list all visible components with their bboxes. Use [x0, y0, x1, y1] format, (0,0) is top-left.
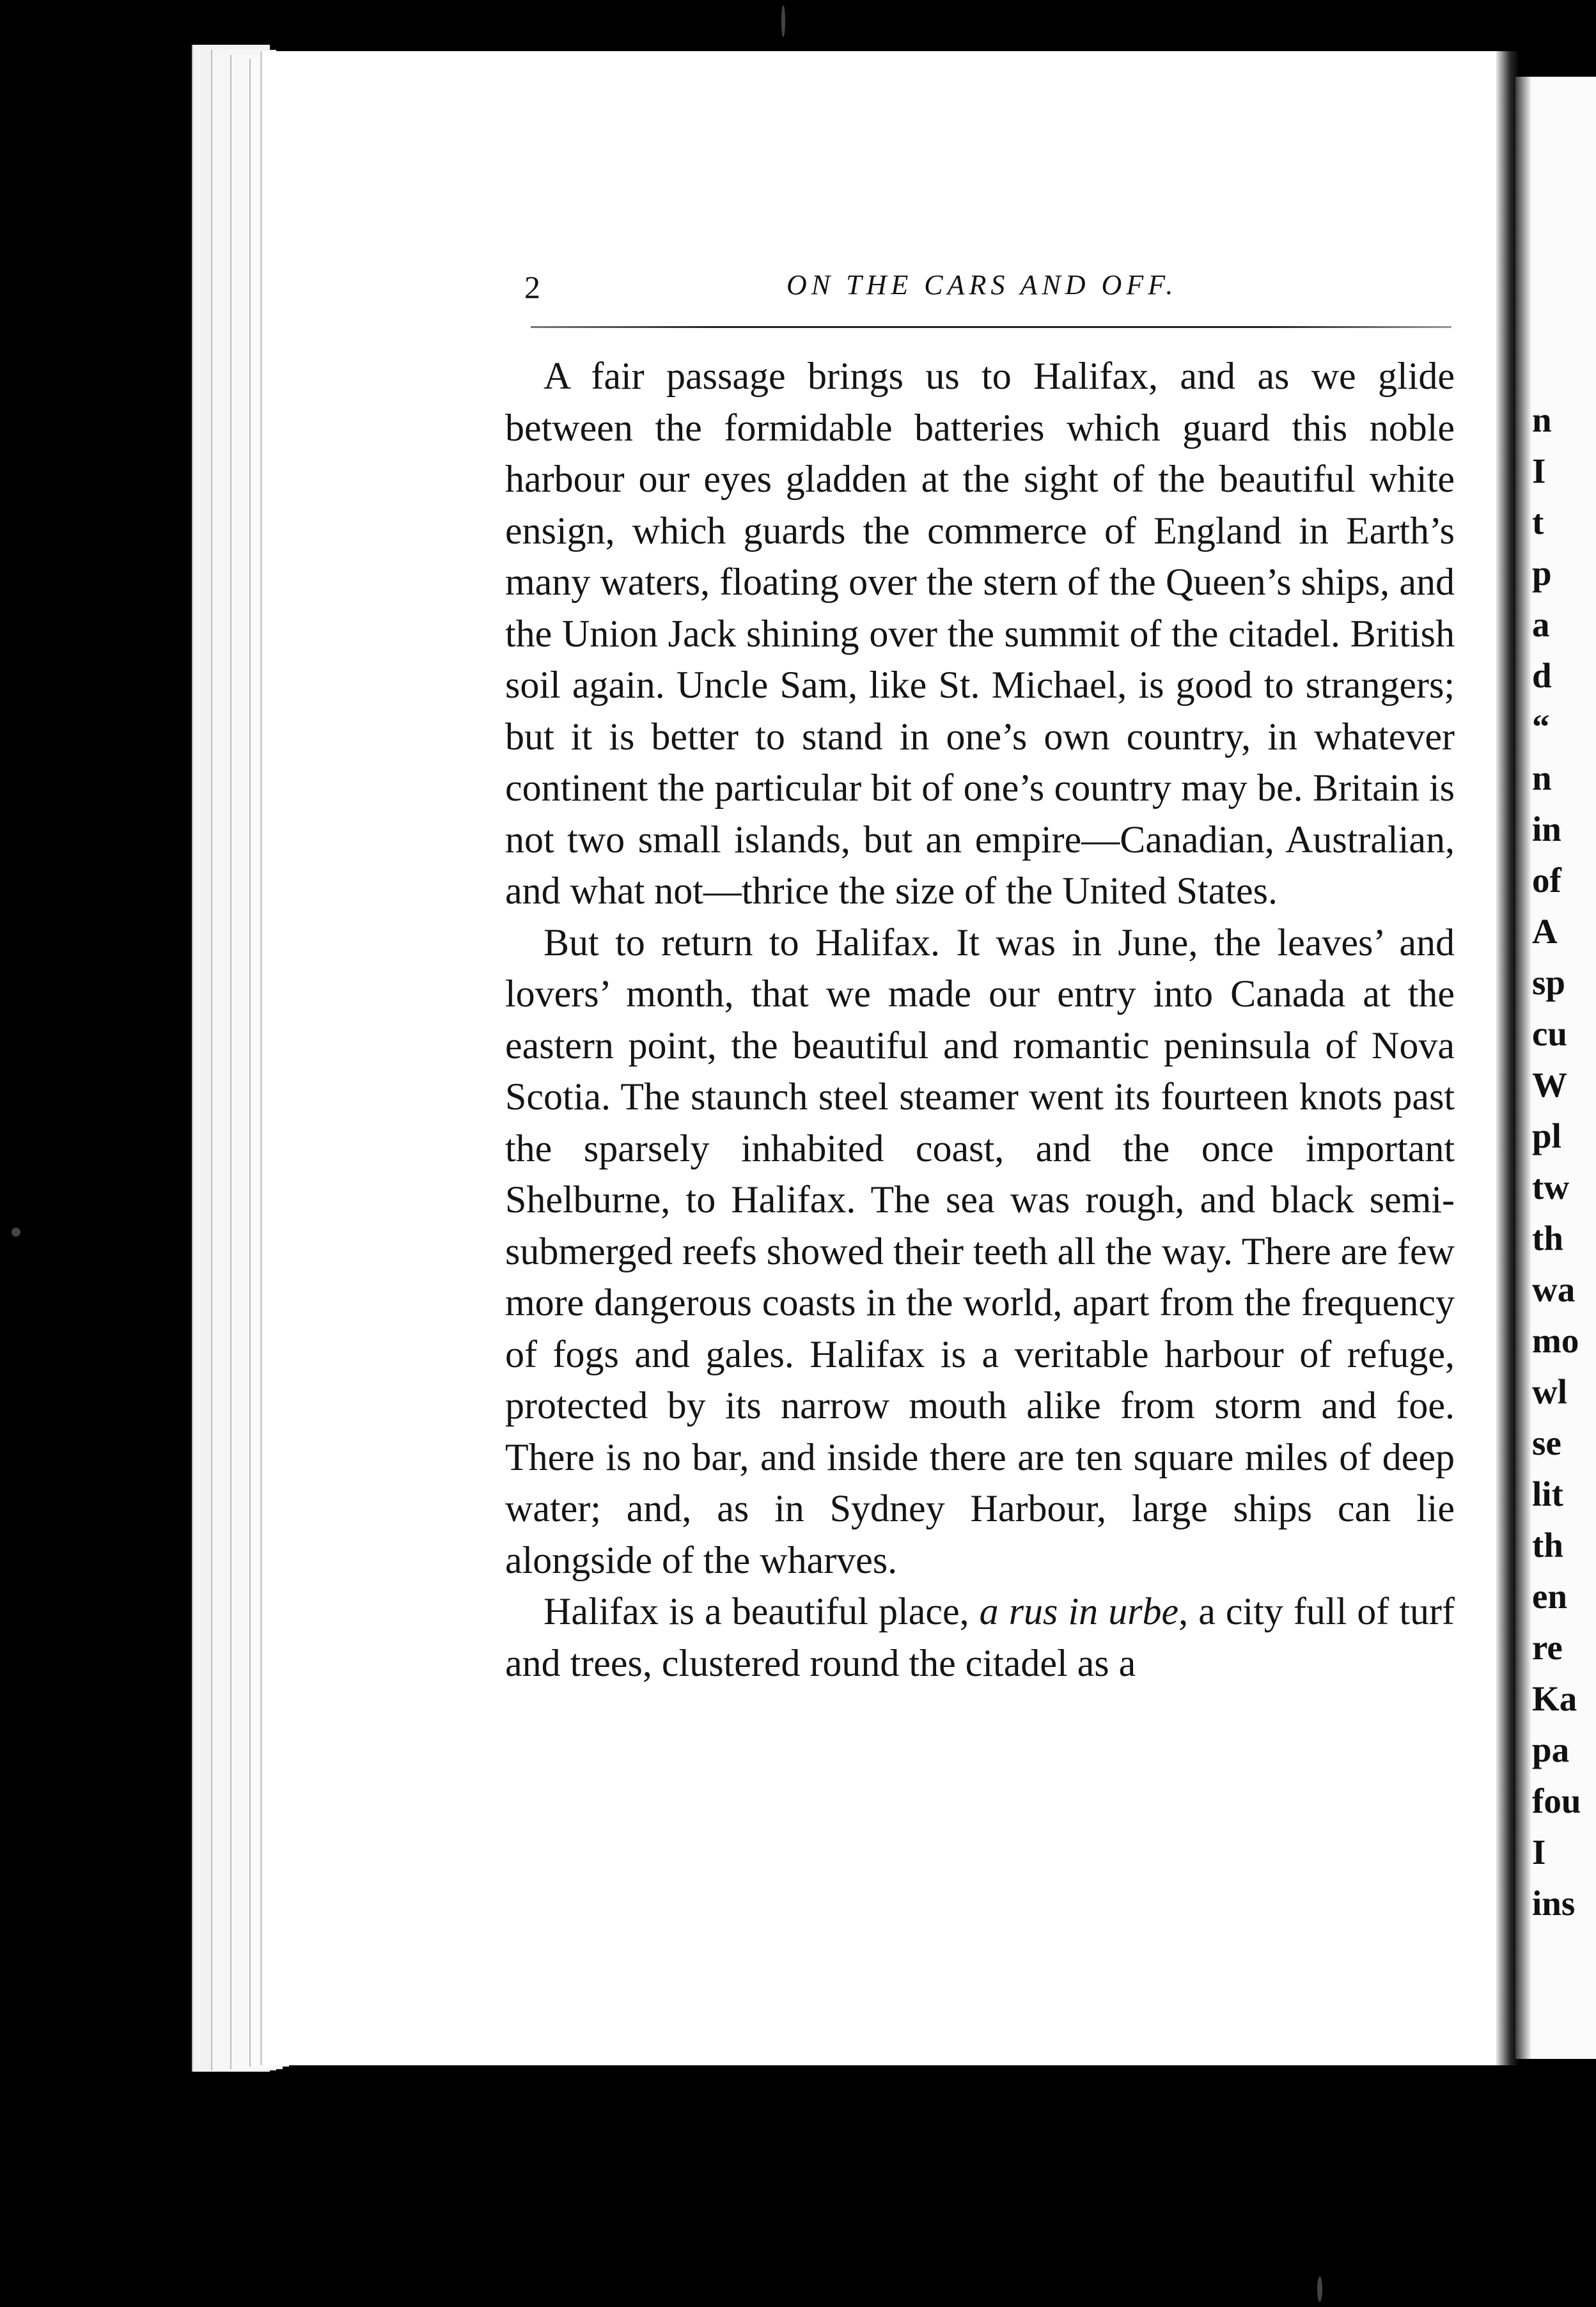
facing-page-fragment: d — [1532, 656, 1552, 695]
facing-page-fragment: a — [1532, 605, 1550, 644]
facing-page-shadow — [1515, 77, 1531, 2059]
facing-page — [1515, 77, 1596, 2059]
facing-page-fragment: lit — [1532, 1474, 1563, 1513]
scan-speck — [1317, 2276, 1322, 2302]
facing-page-fragment: cu — [1532, 1014, 1567, 1053]
facing-page-fragment: A — [1532, 912, 1558, 951]
latin-phrase: a rus in urbe — [979, 1590, 1179, 1632]
running-head — [524, 269, 1451, 313]
paragraph-text: Halifax is a beautiful place, — [544, 1590, 980, 1632]
body-text — [505, 350, 1455, 1689]
facing-page-fragment: re — [1532, 1628, 1563, 1667]
facing-page-fragment: t — [1532, 503, 1544, 542]
facing-page-fragment: n — [1532, 758, 1552, 797]
facing-page-fragment: “ — [1532, 707, 1550, 746]
facing-page-fragment: pa — [1532, 1730, 1570, 1769]
facing-page-fragment: I — [1532, 451, 1546, 490]
facing-page-fragment: sp — [1532, 963, 1565, 1002]
facing-page-fragment: en — [1532, 1577, 1567, 1616]
facing-page-fragment: se — [1532, 1423, 1561, 1462]
scan-speck — [781, 5, 785, 37]
facing-page-fragment: W — [1532, 1065, 1567, 1104]
facing-page-fragment: in — [1532, 809, 1561, 849]
facing-page-fragment: ins — [1532, 1884, 1576, 1923]
facing-page-fragment: I — [1532, 1833, 1546, 1872]
facing-page-fragment: pl — [1532, 1116, 1561, 1155]
paragraph: But to return to Halifax. It was in June, the leaves’ and lovers’ month, that we made our entry into Canada at the eastern point, the beautiful and romantic peninsula of Nova Scotia. The staunch steel steamer went its fourteen knots past the sparsely inhabited coast, and the once important Shelburne, to Halifax. The sea was rough, and black semi-submerged reefs showed their teeth all the way. There are few more dangerous coasts in the world, apart from the frequency of fogs and gales. Halifax is a veritable harbour of refuge, protected by its narrow mouth alike from storm and foe. There is no bar, and inside there are ten square miles of deep water; and, as in Sydney Harbour, large ships can lie alongside of the wharves. — [505, 921, 1455, 1581]
facing-page-fragment: th — [1532, 1219, 1563, 1258]
facing-page-fragment: mo — [1532, 1321, 1579, 1360]
header-rule — [531, 326, 1451, 328]
running-title: ON THE CARS AND OFF. — [786, 269, 1178, 301]
paragraph — [505, 1586, 1455, 1689]
facing-page-fragment: fou — [1532, 1781, 1581, 1820]
facing-page-fragment: n — [1532, 400, 1552, 439]
facing-page-fragment: wa — [1532, 1270, 1576, 1309]
facing-page-fragment: wl — [1532, 1372, 1567, 1411]
facing-page-fragment: of — [1532, 861, 1561, 900]
page-number: 2 — [524, 269, 540, 305]
facing-page-fragment: th — [1532, 1526, 1563, 1565]
facing-page-fragment: tw — [1532, 1168, 1570, 1207]
facing-page-fragment: Ka — [1532, 1679, 1577, 1718]
scan-speck — [12, 1228, 20, 1237]
paragraph-text: , a city full of turf and trees, clustered round the citadel as a — [505, 1590, 1455, 1684]
paragraph: A fair passage brings us to Halifax, and as we glide between the formidable batteries which guard this noble harbour our eyes gladden at the sight of the beautiful white ensign, which guards the commerce of England in Earth’s many waters, floating over the stern of the Queen’s ships, and the Union Jack shining over the summit of the citadel. British soil again. Uncle Sam, like St. Michael, is good to strangers; but it is better to stand in one’s own country, in whatever continent the particular bit of one’s country may be. Britain is not two small islands, but an empire—Canadian, Australian, and what not—thrice the size of the United States. — [505, 355, 1455, 912]
facing-page-fragment: p — [1532, 554, 1552, 593]
